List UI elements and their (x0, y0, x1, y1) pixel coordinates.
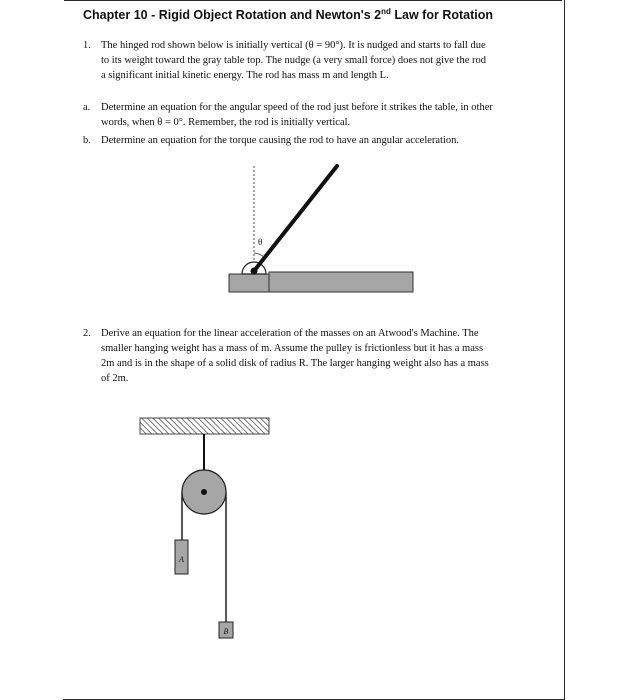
mass-b-label: B (223, 627, 229, 636)
problem-2-line-4: of 2m. (101, 373, 129, 384)
problem-1-number: 1. (83, 40, 91, 51)
rod (254, 166, 337, 271)
part-b-label: b. (83, 135, 91, 146)
part-a-line-2: words, when θ = 0°. Remember, the rod is initially vertical. (101, 117, 351, 128)
hinge-pivot (251, 268, 258, 275)
problem-1-line-2: to its weight toward the gray table top. The nudge (a very small force) does not give the rod (101, 55, 486, 66)
atwood-machine-figure (140, 418, 269, 638)
part-a-line-1: Determine an equation for the angular speed of the rod just before it strikes the table, in other (101, 102, 493, 113)
part-a-label: a. (83, 102, 91, 113)
problem-1-line-1: The hinged rod shown below is initially vertical (θ = 90°). It is nudged and starts to fall due (101, 40, 486, 51)
part-b-line: Determine an equation for the torque causing the rod to have an angular acceleration. (101, 135, 460, 146)
ceiling-support (140, 418, 269, 434)
mass-a-label: A (179, 555, 184, 564)
hinge-base-block (229, 274, 269, 292)
pulley-axle (201, 489, 207, 495)
hinged-rod-figure (229, 166, 413, 292)
table-top (269, 272, 413, 292)
chapter-title: Chapter 10 - Rigid Object Rotation and Newton's 2nd Law for Rotation (83, 7, 493, 23)
angle-label: θ (258, 237, 263, 247)
problem-2-line-2: smaller hanging weight has a mass of m. Assume the pulley is frictionless but it has a mass (101, 343, 484, 354)
problem-2-line-1: Derive an equation for the linear acceleration of the masses on an Atwood's Machine. The (101, 328, 479, 339)
problem-2-number: 2. (83, 328, 91, 339)
problem-1-line-3: a significant initial kinetic energy. The rod has mass m and length L. (101, 70, 389, 81)
problem-2-line-3: 2m and is in the shape of a solid disk of radius R. The larger hanging weight also has a mass (101, 358, 489, 369)
angle-arc (254, 253, 264, 257)
